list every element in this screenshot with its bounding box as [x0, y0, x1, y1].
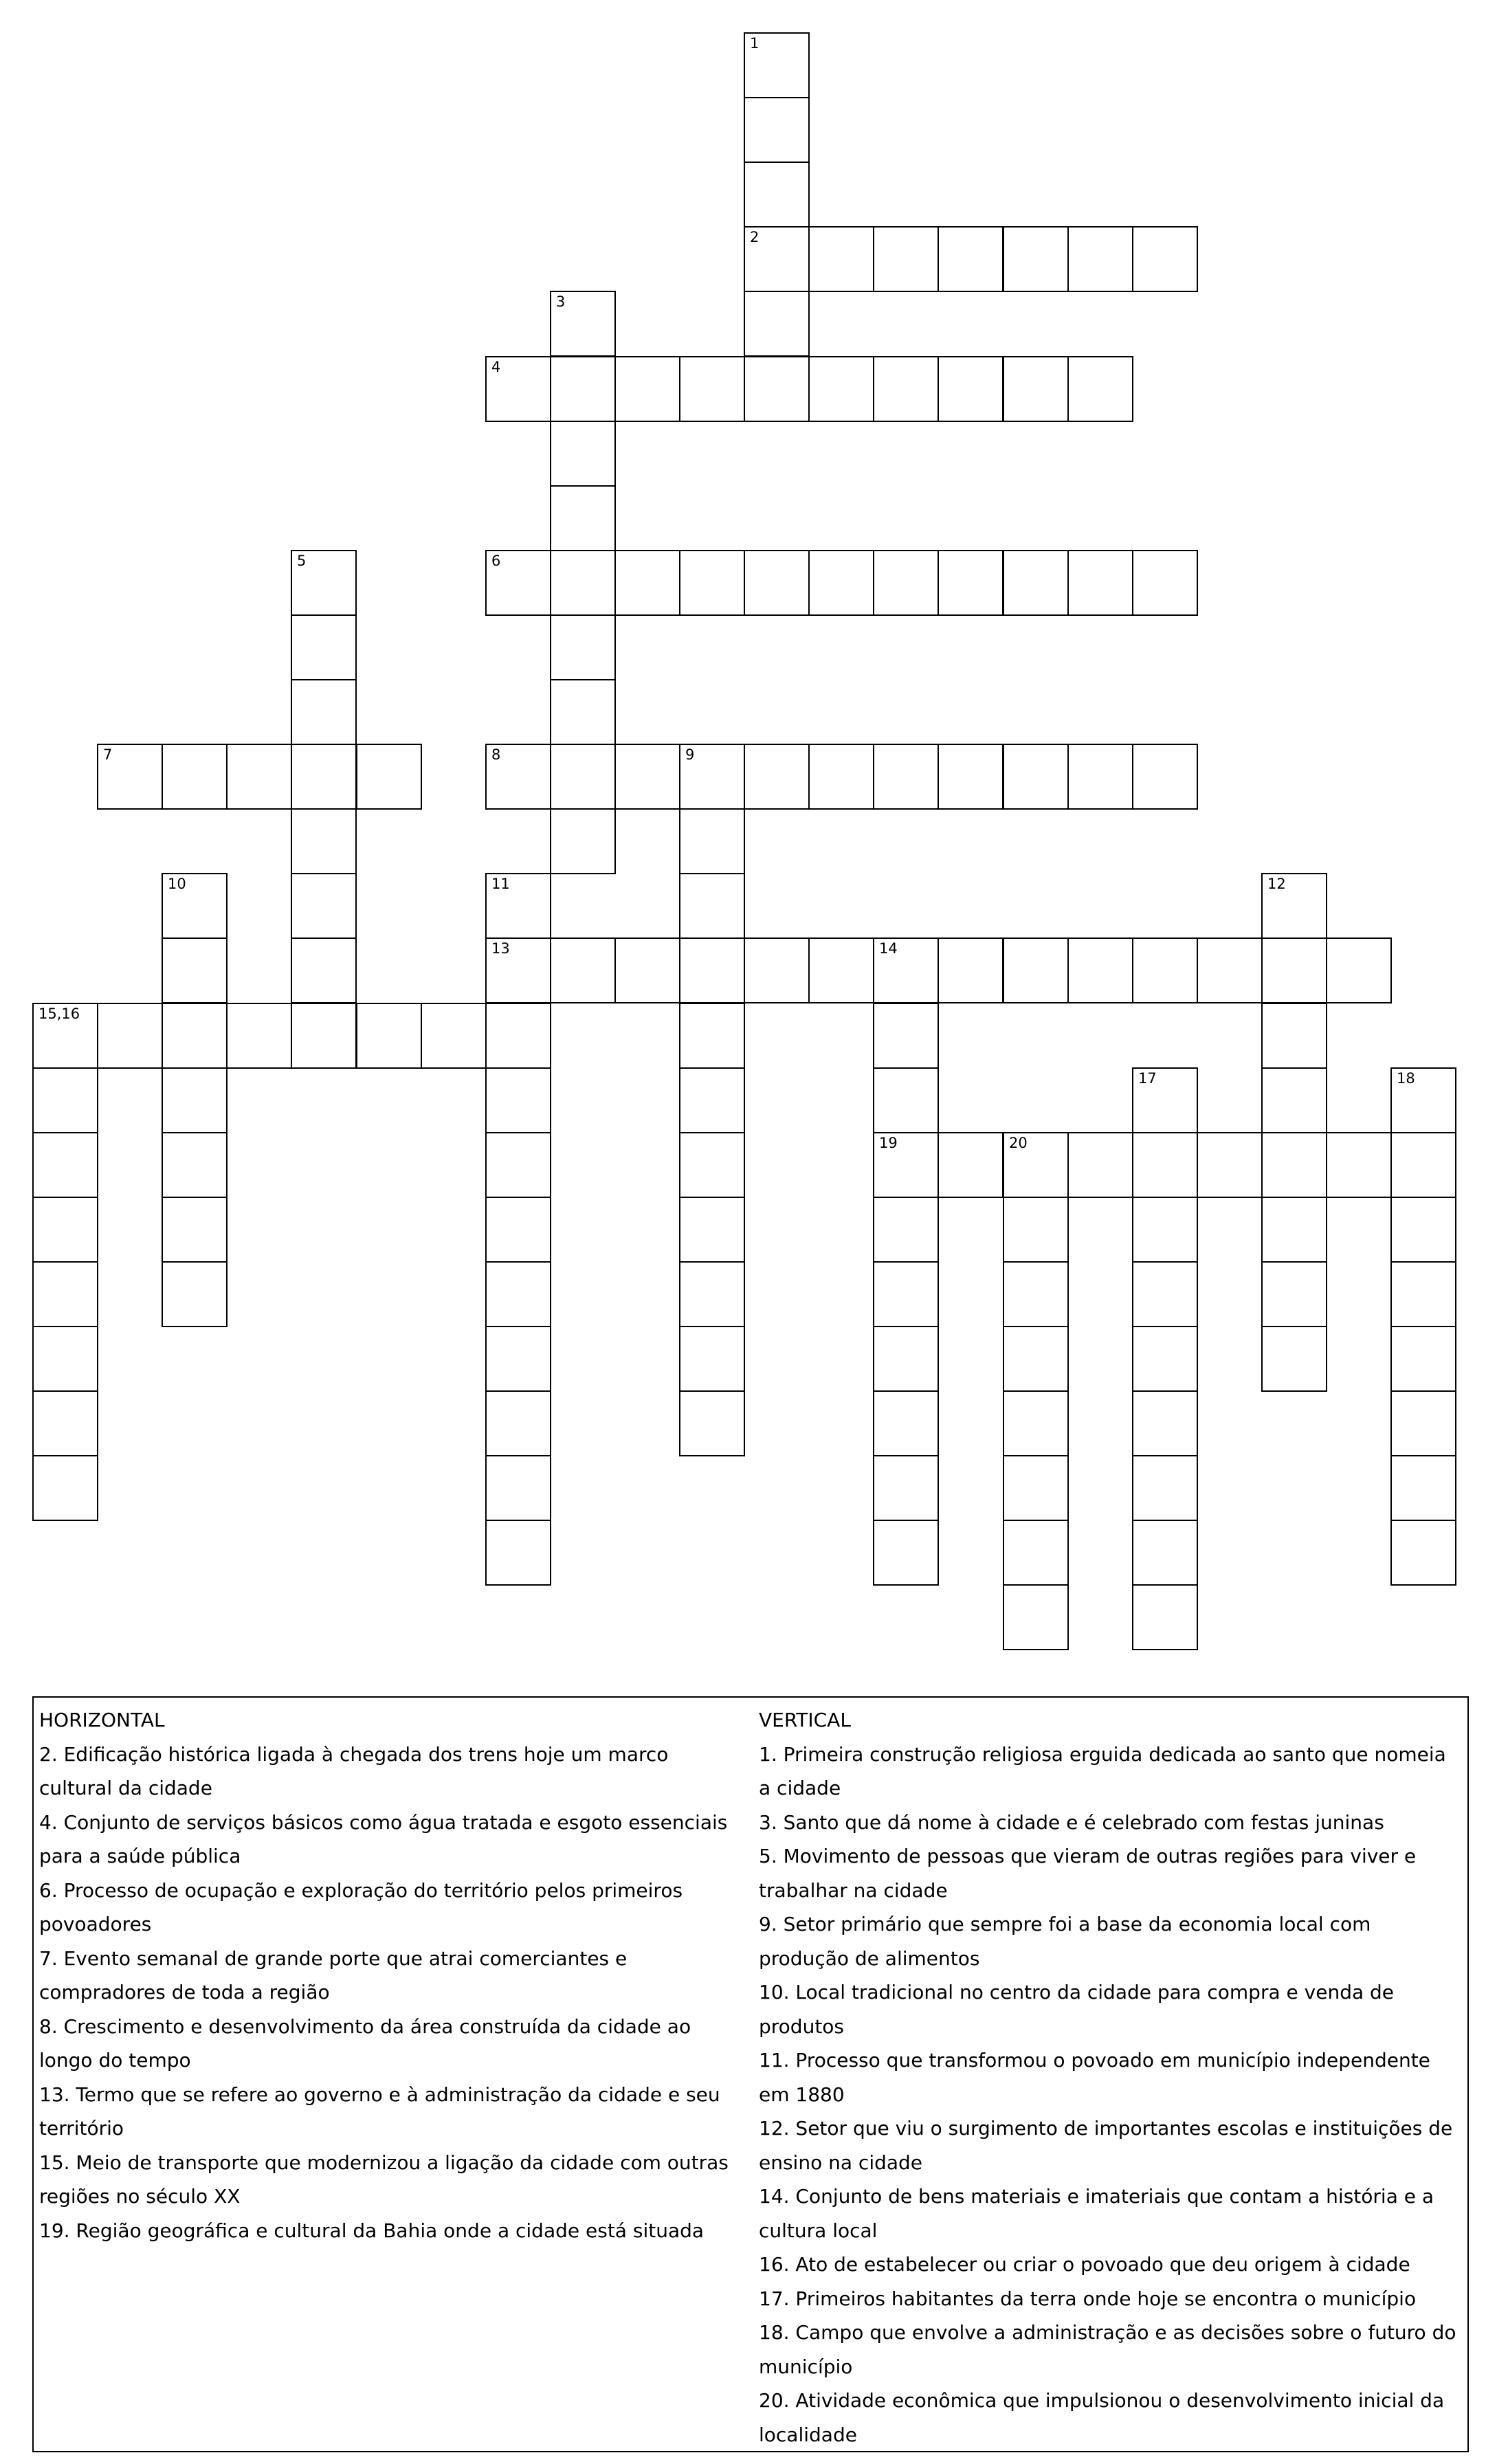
- grid-cell[interactable]: [873, 937, 939, 1003]
- clue-number: 4: [491, 359, 501, 375]
- grid-cell[interactable]: [1197, 1132, 1263, 1198]
- grid-cell[interactable]: [1132, 1326, 1198, 1392]
- grid-cell[interactable]: [485, 550, 551, 616]
- clue-v-17: 17. Primeiros habitantes da terra onde hoje se encontra o município: [759, 2287, 1417, 2310]
- clue-number: 10: [168, 876, 186, 892]
- clue-number: 1: [750, 35, 759, 52]
- grid-cell[interactable]: [1003, 937, 1069, 1003]
- grid-cell[interactable]: [485, 1132, 551, 1198]
- grid-cell[interactable]: [873, 744, 939, 810]
- grid-cell[interactable]: [679, 937, 745, 1003]
- grid-cell[interactable]: [485, 744, 551, 810]
- grid-cell[interactable]: [291, 679, 357, 745]
- grid-cell[interactable]: [679, 356, 745, 422]
- grid-cell[interactable]: [1132, 226, 1198, 292]
- grid-cell[interactable]: [679, 1067, 745, 1133]
- grid-cell[interactable]: [162, 1003, 228, 1069]
- grid-cell[interactable]: [1390, 1390, 1456, 1456]
- clue-h-8: 8. Crescimento e desenvolvimento da área construída da cidade ao longo do tempo: [39, 2015, 691, 2072]
- grid-cell[interactable]: [808, 226, 874, 292]
- grid-cell[interactable]: [550, 679, 616, 745]
- clue-v-5: 5. Movimento de pessoas que vieram de outras regiões para viver e trabalhar na cidade: [759, 1845, 1417, 1902]
- grid-cell[interactable]: [614, 356, 680, 422]
- grid-cell[interactable]: [226, 1003, 292, 1069]
- grid-cell[interactable]: [1261, 1067, 1327, 1133]
- grid-cell[interactable]: [1132, 1197, 1198, 1263]
- grid-cell[interactable]: [550, 550, 616, 616]
- grid-cell[interactable]: [32, 1003, 98, 1069]
- grid-cell[interactable]: [679, 550, 745, 616]
- grid-cell[interactable]: [873, 1455, 939, 1521]
- grid-cell[interactable]: [485, 1003, 551, 1069]
- clue-number: 15,16: [38, 1006, 80, 1022]
- grid-cell[interactable]: [1261, 1197, 1327, 1263]
- grid-cell[interactable]: [291, 808, 357, 874]
- clue-number: 7: [103, 746, 113, 763]
- grid-cell[interactable]: [550, 808, 616, 874]
- clue-v-12: 12. Setor que viu o surgimento de importantes escolas e instituições de ensino na cidade: [759, 2117, 1453, 2174]
- grid-cell[interactable]: [485, 1390, 551, 1456]
- clue-h-13: 13. Termo que se refere ao governo e à administração da cidade e seu território: [39, 2083, 720, 2140]
- grid-cell[interactable]: [614, 937, 680, 1003]
- grid-cell[interactable]: [744, 226, 810, 292]
- clue-box: [32, 1696, 1469, 2452]
- grid-cell[interactable]: [1067, 744, 1133, 810]
- grid-cell[interactable]: [162, 1132, 228, 1198]
- grid-cell[interactable]: [162, 1067, 228, 1133]
- grid-cell[interactable]: [32, 1326, 98, 1392]
- grid-cell[interactable]: [873, 1003, 939, 1069]
- grid-cell[interactable]: [1390, 1197, 1456, 1263]
- grid-cell[interactable]: [550, 614, 616, 680]
- grid-cell[interactable]: [1067, 550, 1133, 616]
- grid-cell[interactable]: [873, 356, 939, 422]
- grid-cell[interactable]: [32, 1261, 98, 1327]
- clue-h-7: 7. Evento semanal de grande porte que atrai comerciantes e compradores de toda a região: [39, 1946, 628, 2004]
- grid-cell[interactable]: [744, 32, 810, 98]
- clue-v-20: 20. Atividade econômica que impulsionou o desenvolvimento inicial da localidade: [759, 2389, 1445, 2446]
- grid-cell[interactable]: [744, 162, 810, 227]
- grid-cell[interactable]: [97, 744, 163, 810]
- grid-cell[interactable]: [1390, 1261, 1456, 1327]
- grid-cell[interactable]: [873, 1390, 939, 1456]
- grid-cell[interactable]: [162, 744, 228, 810]
- grid-cell[interactable]: [485, 1326, 551, 1392]
- grid-cell[interactable]: [1390, 1067, 1456, 1133]
- grid-cell[interactable]: [1390, 1132, 1456, 1198]
- grid-cell[interactable]: [744, 744, 810, 810]
- grid-cell[interactable]: [614, 550, 680, 616]
- clue-number: 5: [297, 553, 307, 569]
- clue-number: 9: [685, 746, 695, 763]
- grid-cell[interactable]: [1003, 1584, 1069, 1650]
- grid-cell[interactable]: [1132, 1067, 1198, 1133]
- grid-cell[interactable]: [1390, 1455, 1456, 1521]
- grid-cell[interactable]: [32, 1455, 98, 1521]
- grid-cell[interactable]: [679, 873, 745, 939]
- clue-number: 14: [879, 940, 898, 957]
- grid-cell[interactable]: [226, 744, 292, 810]
- grid-cell[interactable]: [679, 1261, 745, 1327]
- grid-cell[interactable]: [356, 1003, 422, 1069]
- grid-cell[interactable]: [808, 937, 874, 1003]
- grid-cell[interactable]: [32, 1197, 98, 1263]
- grid-cell[interactable]: [1132, 1132, 1198, 1198]
- grid-cell[interactable]: [1132, 744, 1198, 810]
- grid-cell[interactable]: [291, 1003, 357, 1069]
- grid-cell[interactable]: [1261, 1132, 1327, 1198]
- grid-cell[interactable]: [32, 1067, 98, 1133]
- grid-cell[interactable]: [1003, 1197, 1069, 1263]
- grid-cell[interactable]: [873, 1197, 939, 1263]
- grid-cell[interactable]: [32, 1390, 98, 1456]
- grid-cell[interactable]: [485, 1455, 551, 1521]
- grid-cell[interactable]: [679, 1390, 745, 1456]
- clue-number: 6: [491, 553, 501, 569]
- grid-cell[interactable]: [1003, 1390, 1069, 1456]
- clue-v-9: 9. Setor primário que sempre foi a base da economia local com produção de alimentos: [759, 1913, 1371, 1970]
- grid-cell[interactable]: [1067, 356, 1133, 422]
- grid-cell[interactable]: [550, 291, 616, 357]
- grid-cell[interactable]: [1067, 1132, 1133, 1198]
- grid-cell[interactable]: [744, 291, 810, 357]
- grid-cell[interactable]: [485, 1261, 551, 1327]
- grid-cell[interactable]: [162, 1197, 228, 1263]
- clue-h-6: 6. Processo de ocupação e exploração do território pelos primeiros povoadores: [39, 1878, 683, 1935]
- clue-number: 8: [491, 746, 501, 763]
- grid-cell[interactable]: [873, 1326, 939, 1392]
- grid-cell[interactable]: [679, 744, 745, 810]
- grid-cell[interactable]: [1390, 1520, 1456, 1586]
- grid-cell[interactable]: [744, 550, 810, 616]
- grid-cell[interactable]: [485, 873, 551, 939]
- grid-cell[interactable]: [1003, 1326, 1069, 1392]
- grid-cell[interactable]: [1003, 1455, 1069, 1521]
- clue-v-14: 14. Conjunto de bens materiais e imateriais que contam a história e a cultura local: [759, 2185, 1434, 2242]
- clue-number: 3: [556, 293, 566, 310]
- grid-cell[interactable]: [1067, 937, 1133, 1003]
- grid-cell[interactable]: [162, 1261, 228, 1327]
- grid-cell[interactable]: [938, 550, 1003, 616]
- clue-number: 20: [1009, 1135, 1028, 1151]
- grid-cell[interactable]: [291, 873, 357, 939]
- clue-number: 19: [879, 1135, 898, 1151]
- clue-v-16: 16. Ato de estabelecer ou criar o povoado que deu origem à cidade: [759, 2253, 1410, 2276]
- grid-cell[interactable]: [162, 937, 228, 1003]
- clue-number: 17: [1138, 1070, 1157, 1087]
- horizontal-clues: [39, 1703, 747, 2247]
- grid-cell[interactable]: [32, 1132, 98, 1198]
- grid-cell[interactable]: [1197, 937, 1263, 1003]
- grid-cell[interactable]: [808, 356, 874, 422]
- grid-cell[interactable]: [291, 550, 357, 616]
- grid-cell[interactable]: [938, 356, 1003, 422]
- grid-cell[interactable]: [1261, 1003, 1327, 1069]
- grid-cell[interactable]: [1003, 356, 1069, 422]
- grid-cell[interactable]: [938, 1132, 1003, 1198]
- grid-cell[interactable]: [485, 1197, 551, 1263]
- clue-number: 2: [750, 229, 759, 245]
- clue-v-10: 10. Local tradicional no centro da cidade para compra e venda de produtos: [759, 1981, 1395, 2038]
- grid-cell[interactable]: [1003, 744, 1069, 810]
- grid-cell[interactable]: [1003, 1520, 1069, 1586]
- grid-cell[interactable]: [1132, 937, 1198, 1003]
- grid-cell[interactable]: [1132, 1261, 1198, 1327]
- clue-number: 13: [491, 940, 510, 957]
- grid-cell[interactable]: [679, 1197, 745, 1263]
- grid-cell[interactable]: [873, 1067, 939, 1133]
- grid-cell[interactable]: [873, 1132, 939, 1198]
- grid-cell[interactable]: [356, 744, 422, 810]
- grid-cell[interactable]: [1132, 1455, 1198, 1521]
- grid-cell[interactable]: [1132, 1584, 1198, 1650]
- grid-cell[interactable]: [485, 937, 551, 1003]
- grid-cell[interactable]: [550, 744, 616, 810]
- grid-cell[interactable]: [1003, 1132, 1069, 1198]
- grid-cell[interactable]: [1261, 1326, 1327, 1392]
- grid-cell[interactable]: [550, 421, 616, 487]
- grid-cell[interactable]: [485, 1520, 551, 1586]
- grid-cell[interactable]: [679, 808, 745, 874]
- grid-cell[interactable]: [162, 873, 228, 939]
- grid-cell[interactable]: [808, 744, 874, 810]
- grid-cell[interactable]: [1261, 1261, 1327, 1327]
- grid-cell[interactable]: [291, 614, 357, 680]
- vertical-clues: [759, 1703, 1463, 2452]
- grid-cell[interactable]: [550, 937, 616, 1003]
- grid-cell[interactable]: [291, 937, 357, 1003]
- clue-h-15: 15. Meio de transporte que modernizou a ligação da cidade com outras regiões no século XX: [39, 2151, 729, 2208]
- grid-cell[interactable]: [873, 1520, 939, 1586]
- grid-cell[interactable]: [1261, 873, 1327, 939]
- grid-cell[interactable]: [1067, 226, 1133, 292]
- grid-cell[interactable]: [1132, 1390, 1198, 1456]
- grid-cell[interactable]: [873, 550, 939, 616]
- grid-cell[interactable]: [1003, 550, 1069, 616]
- grid-cell[interactable]: [550, 485, 616, 551]
- grid-cell[interactable]: [485, 356, 551, 422]
- clue-v-18: 18. Campo que envolve a administração e as decisões sobre o futuro do município: [759, 2321, 1456, 2378]
- horizontal-heading: HORIZONTAL: [39, 1709, 165, 1731]
- grid-cell[interactable]: [808, 550, 874, 616]
- grid-cell[interactable]: [873, 226, 939, 292]
- grid-cell[interactable]: [679, 1132, 745, 1198]
- clue-h-4: 4. Conjunto de serviços básicos como água tratada e esgoto essenciais para a saúde pública: [39, 1810, 728, 1867]
- grid-cell[interactable]: [1390, 1326, 1456, 1392]
- grid-cell[interactable]: [938, 226, 1003, 292]
- grid-cell[interactable]: [1326, 937, 1392, 1003]
- grid-cell[interactable]: [679, 1003, 745, 1069]
- grid-cell[interactable]: [873, 1261, 939, 1327]
- grid-cell[interactable]: [1003, 226, 1069, 292]
- clue-v-1: 1. Primeira construção religiosa erguida dedicada ao santo que nomeia a cidade: [759, 1742, 1446, 1799]
- clue-number: 12: [1267, 876, 1286, 892]
- grid-cell[interactable]: [744, 97, 810, 163]
- clue-number: 18: [1397, 1070, 1415, 1087]
- clue-v-3: 3. Santo que dá nome à cidade e é celebrado com festas juninas: [759, 1810, 1384, 1834]
- grid-cell[interactable]: [1003, 1261, 1069, 1327]
- grid-cell[interactable]: [1326, 1132, 1392, 1198]
- grid-cell[interactable]: [550, 356, 616, 422]
- grid-cell[interactable]: [679, 1326, 745, 1392]
- clue-h-19: 19. Região geográfica e cultural da Bahia onde a cidade está situada: [39, 2219, 705, 2242]
- grid-cell[interactable]: [97, 1003, 163, 1069]
- grid-cell[interactable]: [938, 744, 1003, 810]
- grid-cell[interactable]: [421, 1003, 487, 1069]
- clue-v-11: 11. Processo que transformou o povoado em município independente em 1880: [759, 2049, 1430, 2106]
- clue-number: 11: [491, 876, 510, 892]
- vertical-heading: VERTICAL: [759, 1709, 851, 1731]
- clue-h-2: 2. Edificação histórica ligada à chegada dos trens hoje um marco cultural da cidade: [39, 1742, 669, 1799]
- grid-cell[interactable]: [744, 937, 810, 1003]
- grid-cell[interactable]: [485, 1067, 551, 1133]
- grid-cell[interactable]: [614, 744, 680, 810]
- grid-cell[interactable]: [291, 744, 357, 810]
- grid-cell[interactable]: [938, 937, 1003, 1003]
- grid-cell[interactable]: [1132, 550, 1198, 616]
- grid-cell[interactable]: [1132, 1520, 1198, 1586]
- grid-cell[interactable]: [1261, 937, 1327, 1003]
- grid-cell[interactable]: [744, 356, 810, 422]
